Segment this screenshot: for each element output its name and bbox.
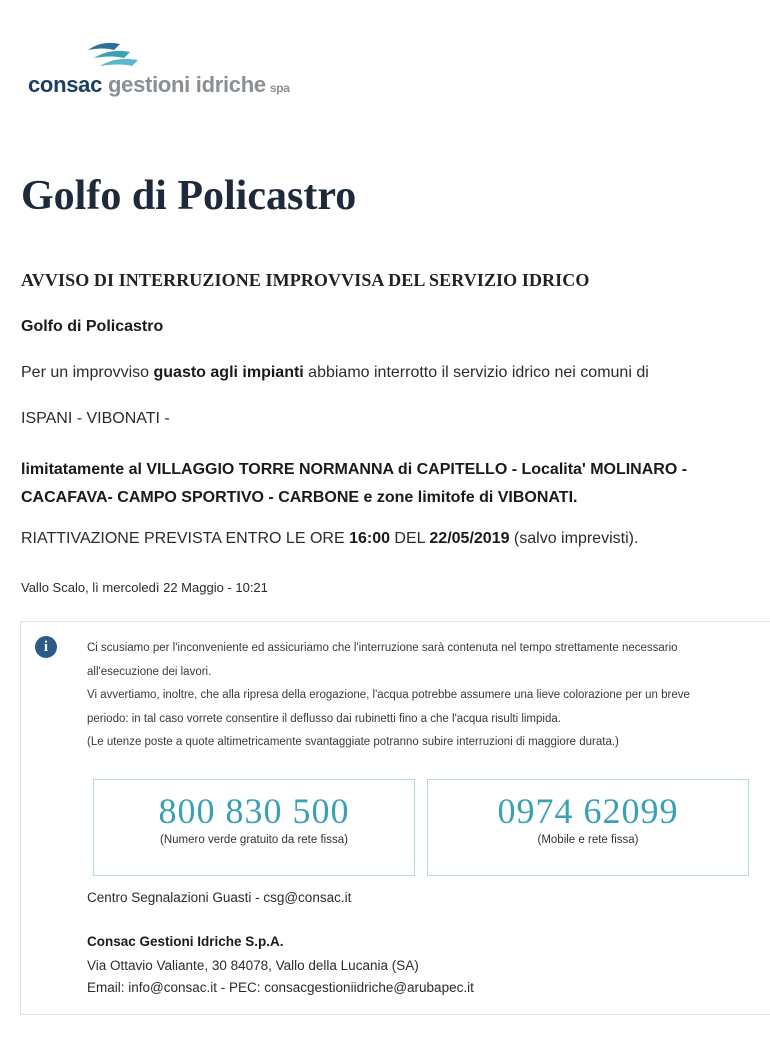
text-fragment: abbiamo interrotto il servizio idrico nei comuni di	[303, 364, 649, 381]
areas-line-2: CACAFAVA- CAMPO SPORTIVO - CARBONE e zone limitofe di VIBONATI.	[21, 489, 578, 506]
company-address: Via Ottavio Valiante, 30 84078, Vallo della Lucania (SA)	[87, 958, 419, 973]
phone-number-link[interactable]: 800 830 500	[158, 791, 350, 831]
company-name: Consac Gestioni Idriche S.p.A.	[87, 934, 284, 949]
info-line: periodo: in tal caso vorrete consentire il deflusso dai rubinetti fino a che l'acqua risulti limpida.	[87, 712, 561, 725]
notice-line-areas	[21, 456, 687, 512]
info-line: (Le utenze poste a quote altimetricamente svantaggiate potranno subire interruzioni di maggiore durata.)	[87, 736, 619, 748]
text-fragment: DEL	[389, 530, 430, 547]
notice-line-reactivation	[21, 530, 638, 548]
company-emails[interactable]: Email: info@consac.it - PEC: consacgestioniidriche@arubapec.it	[87, 980, 474, 995]
notice-title: AVVISO DI INTERRUZIONE IMPROVVISA DEL SERVIZIO IDRICO	[21, 270, 590, 290]
logo-name-part2: gestioni idriche	[108, 72, 266, 97]
notice-dateline: Vallo Scalo, lì mercoledì 22 Maggio - 10:21	[21, 580, 268, 595]
phone-box-mobile	[427, 779, 749, 876]
text-fragment: Per un improvviso	[21, 364, 154, 381]
text-emphasis: guasto agli impianti	[153, 364, 304, 381]
phone-box-toll-free	[93, 779, 415, 876]
phone-note: (Numero verde gratuito da rete fissa)	[160, 834, 348, 846]
page-title: Golfo di Policastro	[21, 173, 357, 219]
logo-name-part1: consac	[28, 72, 103, 97]
phone-number-link[interactable]: 0974 62099	[497, 791, 679, 831]
areas-line-1: limitatamente al VILLAGGIO TORRE NORMANNA di CAPITELLO - Localita' MOLINARO -	[21, 461, 688, 478]
info-text	[87, 637, 752, 755]
info-icon: i	[35, 636, 57, 658]
wave-logo-icon	[84, 38, 142, 72]
logo-name-part3: spa	[269, 81, 290, 95]
logo-wordmark	[28, 72, 290, 98]
notice-line-towns: ISPANI - VIBONATI -	[21, 410, 170, 427]
info-box	[20, 621, 770, 1015]
phone-note: (Mobile e rete fissa)	[537, 834, 639, 846]
reactivation-date: 22/05/2019	[429, 530, 510, 547]
info-line: Ci scusiamo per l'inconveniente ed assicuriamo che l'interruzione sarà contenuta nel tempo strettamente necessario	[87, 642, 678, 654]
company-logo	[28, 38, 358, 100]
text-fragment: (salvo imprevisti).	[509, 530, 639, 547]
notice-line-intro	[21, 364, 649, 382]
fault-center-contact[interactable]: Centro Segnalazioni Guasti - csg@consac.it	[87, 890, 352, 905]
info-line: all'esecuzione dei lavori.	[87, 665, 212, 678]
reactivation-time: 16:00	[349, 530, 390, 547]
notice-subtitle: Golfo di Policastro	[21, 318, 164, 335]
info-line: Vi avvertiamo, inoltre, che alla ripresa della erogazione, l'acqua potrebbe assumere una lieve colorazione per un breve	[87, 689, 690, 701]
text-fragment: RIATTIVAZIONE PREVISTA ENTRO LE ORE	[21, 530, 350, 547]
